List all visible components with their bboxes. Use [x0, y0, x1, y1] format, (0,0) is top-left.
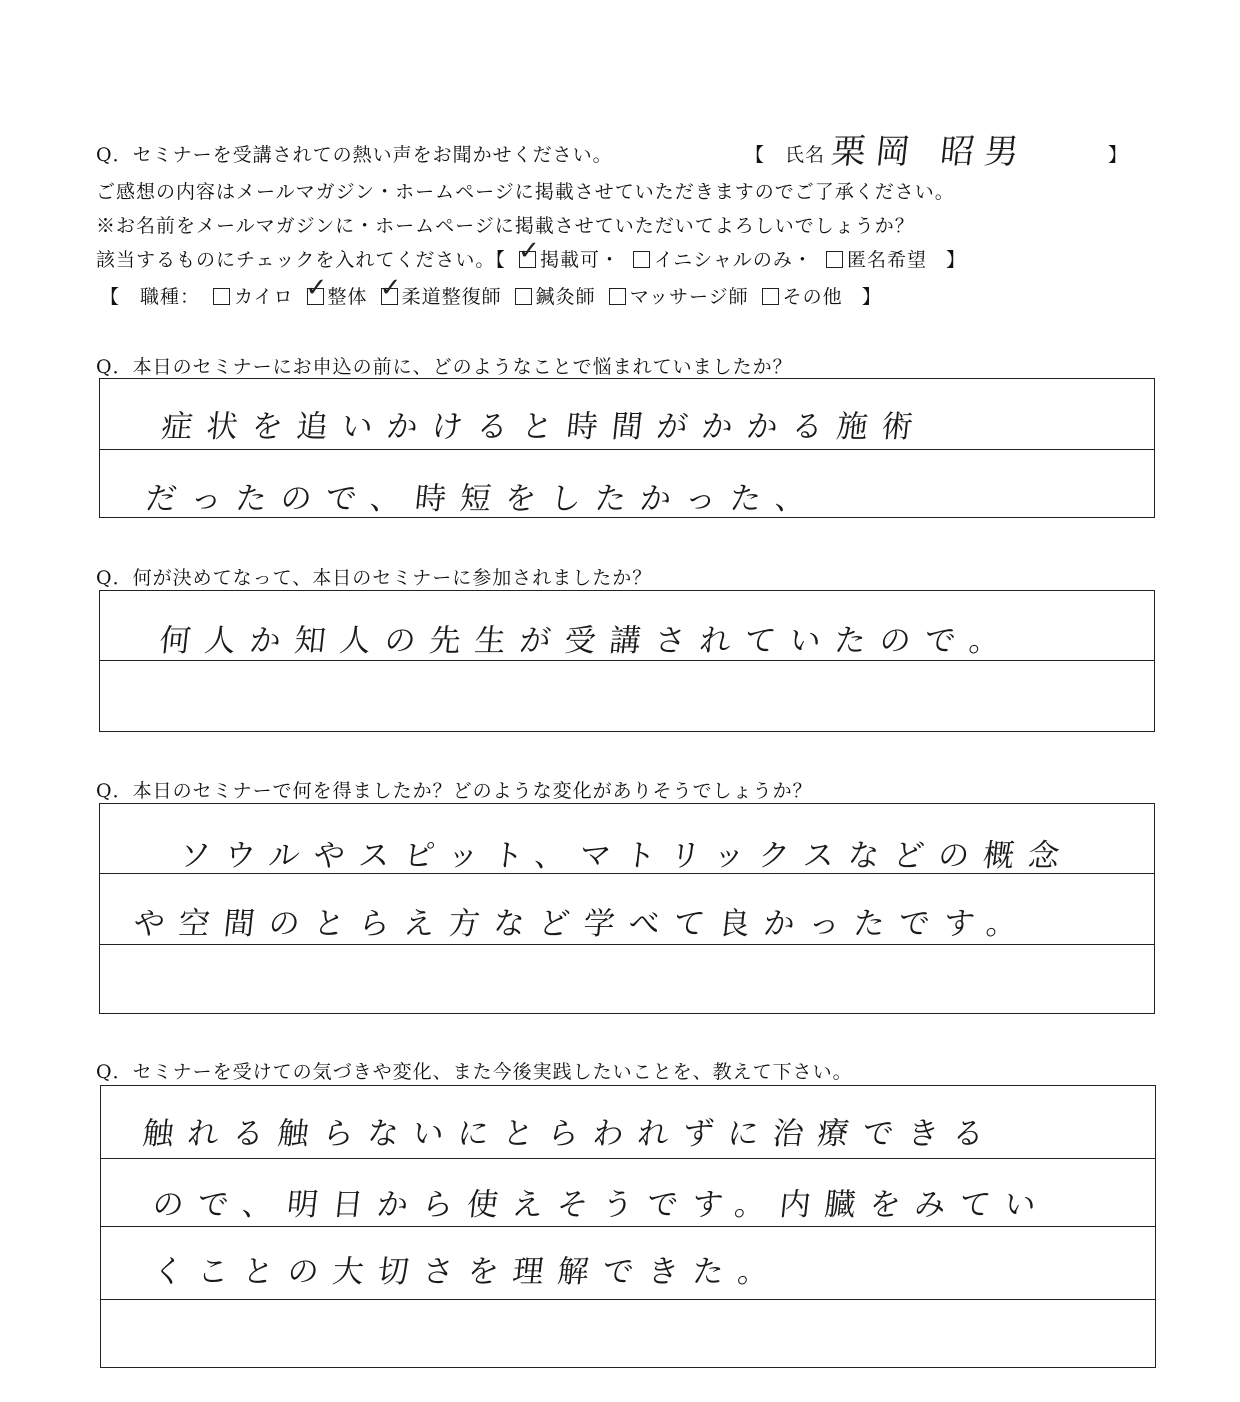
answer-4-line-2[interactable]: ので、明日から使えそうです。内臓をみてい: [150, 1187, 1052, 1223]
job-label: 【 職種：: [100, 286, 201, 308]
job-option-massage[interactable]: マッサージ師: [603, 286, 749, 308]
answer-3-line-1[interactable]: ソウルやスピット、マトリックスなどの概念: [177, 838, 1076, 874]
answer-rule: [101, 1226, 1155, 1227]
name-value: 栗岡 昭男: [829, 132, 1031, 172]
answer-rule: [101, 1299, 1155, 1300]
checkbox-icon[interactable]: [633, 251, 650, 268]
job-option-acupuncture[interactable]: 鍼灸師: [509, 286, 596, 308]
job-option-judo[interactable]: ✓ 柔道整復師: [375, 286, 502, 308]
question-4-label: Q．セミナーを受けての気づきや変化、また今後実践したいことを、教えて下さい。: [96, 1061, 853, 1083]
answer-rule: [100, 660, 1154, 661]
checkbox-icon[interactable]: [826, 251, 843, 268]
checkbox-checked-icon[interactable]: [519, 251, 536, 268]
answer-box-4: [100, 1085, 1156, 1368]
checkbox-icon[interactable]: [609, 288, 626, 305]
notice-line-2: ※お名前をメールマガジンに・ホームページに掲載させていただいてよろしいでしょうか？: [96, 215, 915, 237]
answer-rule: [100, 449, 1154, 450]
consent-close-bracket: 】: [946, 249, 967, 271]
consent-option-initials[interactable]: イニシャルのみ・: [627, 249, 813, 271]
consent-option-anonymous[interactable]: 匿名希望: [820, 249, 927, 271]
question-1-label: Q．本日のセミナーにお申込の前に、どのようなことで悩まれていましたか？: [96, 356, 793, 378]
answer-4-line-1[interactable]: 触れる触らないにとらわれずに治療できる: [140, 1116, 1000, 1152]
answer-2-line-1[interactable]: 何人か知人の先生が受講されていたので。: [157, 623, 1016, 659]
job-option-other[interactable]: その他: [756, 286, 843, 308]
answer-box-2: [99, 590, 1155, 732]
checkbox-checked-icon[interactable]: [381, 288, 398, 305]
checkbox-icon[interactable]: [762, 288, 779, 305]
consent-option-publish[interactable]: ✓ 掲載可・: [513, 249, 620, 271]
answer-3-line-2[interactable]: や空間のとらえ方など学べて良かったです。: [131, 906, 1034, 942]
consent-row: [96, 245, 966, 272]
name-close-bracket: 】: [1108, 144, 1129, 166]
name-label: 【 氏名: [745, 144, 826, 166]
job-row: [100, 282, 882, 309]
notice-line-1: ご感想の内容はメールマガジン・ホームページに掲載させていただきますのでご了承ください。: [96, 181, 955, 203]
question-2-label: Q．何が決めてなって、本日のセミナーに参加されましたか？: [96, 567, 653, 589]
answer-4-line-3[interactable]: くことの大切さを理解できた。: [150, 1254, 785, 1290]
answer-box-1: [99, 378, 1155, 518]
answer-1-line-2[interactable]: だったので、時短をしたかった、: [143, 481, 822, 517]
job-close-bracket: 】: [861, 286, 882, 308]
checkbox-icon[interactable]: [213, 288, 230, 305]
question-3-label: Q．本日のセミナーで何を得ましたか？どのような変化がありそうでしょうか？: [96, 780, 813, 802]
survey-question-main: Q．セミナーを受講されての熱い声をお聞かせください。: [96, 144, 613, 166]
job-option-seitai[interactable]: ✓ 整体: [301, 286, 368, 308]
job-option-chiro[interactable]: カイロ: [207, 286, 293, 308]
answer-1-line-1[interactable]: 症状を追いかけると時間がかかる施術: [159, 409, 929, 445]
checkbox-icon[interactable]: [515, 288, 532, 305]
answer-box-3: [99, 803, 1155, 1014]
consent-prompt: 該当するものにチェックを入れてください。【: [96, 249, 506, 271]
answer-rule: [100, 944, 1154, 945]
checkbox-checked-icon[interactable]: [307, 288, 324, 305]
answer-rule: [101, 1158, 1155, 1159]
